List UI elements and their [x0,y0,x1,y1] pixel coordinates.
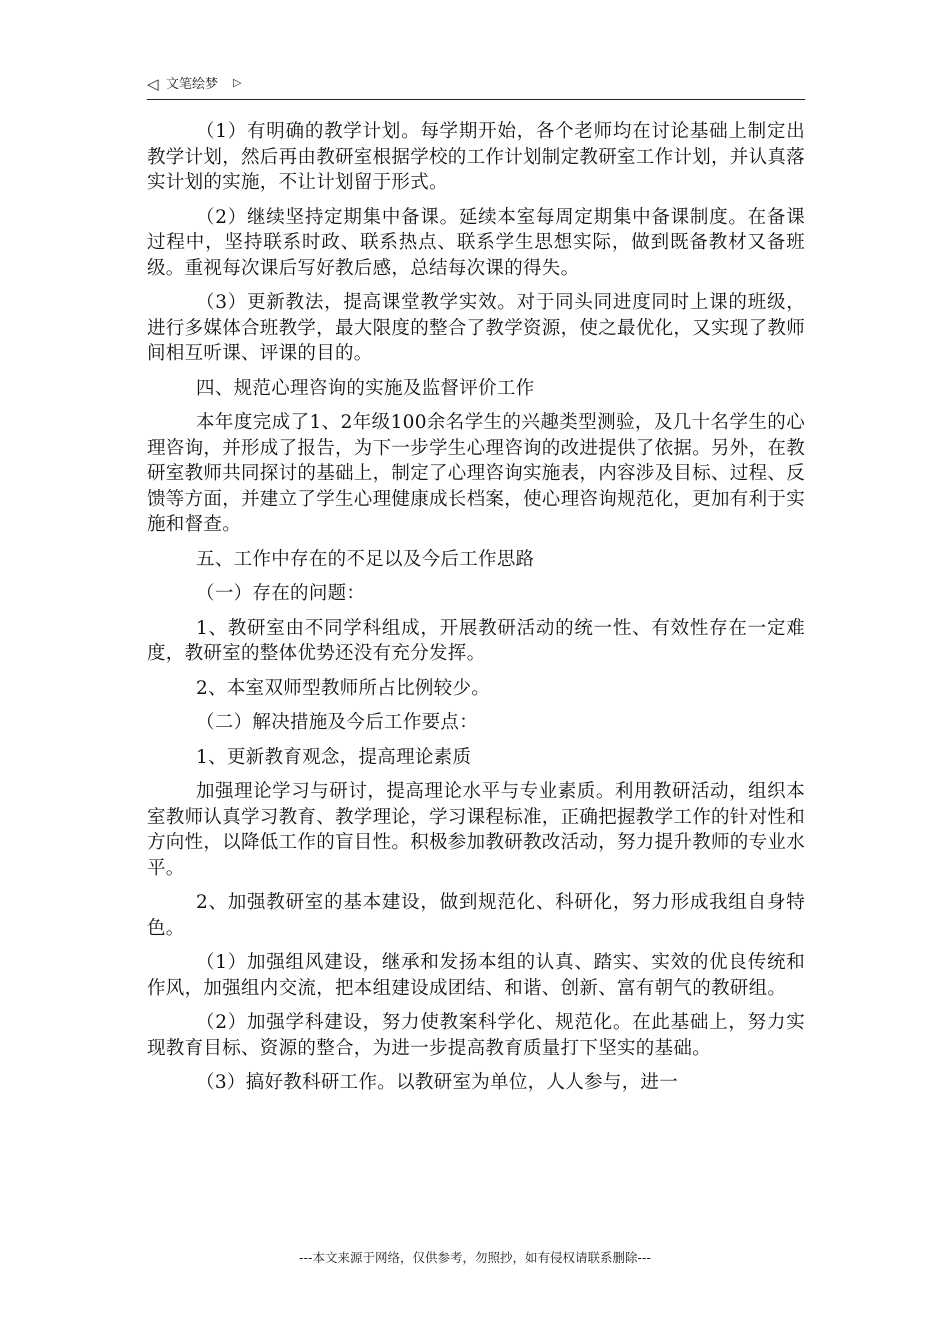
subheading-problems: （一）存在的问题： [196,583,366,604]
paragraph-plan: （1）有明确的教学计划。每学期开始，各个老师均在讨论基础上制定出教学计划，然后再由教研室根据学校的工作计划制定教研室工作计划，并认真落实计划的实施，不让计划留于形式。 [147,121,806,193]
paragraph-group-style: （1）加强组风建设，继承和发扬本组的认真、踏实、实效的优良传统和作风，加强组内交流，把本组建设成团结、和谐、创新、富有朝气的教研组。 [147,952,805,999]
paragraph-problem-1: 1、教研室由不同学科组成，开展教研活动的统一性、有效性存在一定难度，教研室的整体优势还没有充分发挥。 [147,617,805,664]
paragraph-solution-2-title: 2、加强教研室的基本建设，做到规范化、科研化，努力形成我组自身特色。 [147,892,805,939]
paragraph-subject-building: （2）加强学科建设，努力使教案科学化、规范化。在此基础上，努力实现教育目标、资源的整合，为进一步提高教育质量打下坚实的基础。 [147,1012,805,1059]
section-heading-counseling: 四、规范心理咨询的实施及监督评价工作 [196,377,535,399]
left-triangle-icon: ◁ [147,75,159,93]
page-footer-disclaimer: ---本文来源于网络，仅供参考，勿照抄，如有侵权请联系删除--- [298,1250,652,1265]
paragraph-solution-1-title: 1、更新教育观念，提高理论素质 [196,746,472,768]
header-brand: 文笔绘梦 [166,77,219,92]
paragraph-counseling: 本年度完成了1、2年级100余名学生的兴趣类型测验，及几十名学生的心理咨询，并形成了报告，为下一步学生心理咨询的改进提供了依据。另外，在教研室教师共同探讨的基础上，制定了心理咨询实施表，内容涉及目标、过程、反馈等方面，并建立了学生心理健康成长档案，使心理咨询规范化，更加有利于实施和督查。 [147,412,806,535]
right-triangle-icon: ▷ [233,76,242,89]
section-heading-shortcomings: 五、工作中存在的不足以及今后工作思路 [196,548,535,570]
page-header [147,73,805,100]
subheading-solutions: （二）解决措施及今后工作要点： [196,712,479,733]
paragraph-lesson-prep: （2）继续坚持定期集中备课。延续本室每周定期集中备课制度。在备课过程中，坚持联系时政、联系热点、联系学生思想实际，做到既备教材又备班级。重视每次课后写好教后感，总结每次课的得失。 [147,206,805,279]
paragraph-problem-2: 2、本室双师型教师所占比例较少。 [196,677,491,699]
paragraph-teaching-method: （3）更新教法，提高课堂教学实效。对于同头同进度同时上课的班级，进行多媒体合班教学，最大限度的整合了教学资源，使之最优化，又实现了教师间相互听课、评课的目的。 [147,292,806,364]
paragraph-research-work: （3）搞好教科研工作。以教研室为单位，人人参与，进一 [196,1072,679,1093]
paragraph-solution-1-body: 加强理论学习与研讨，提高理论水平与专业素质。利用教研活动，组织本室教师认真学习教育、教学理论，学习课程标准，正确把握教学工作的针对性和方向性，以降低工作的盲目性。积极参加教研教改活动，努力提升教师的专业水平。 [147,781,806,879]
document-body [147,119,805,1105]
